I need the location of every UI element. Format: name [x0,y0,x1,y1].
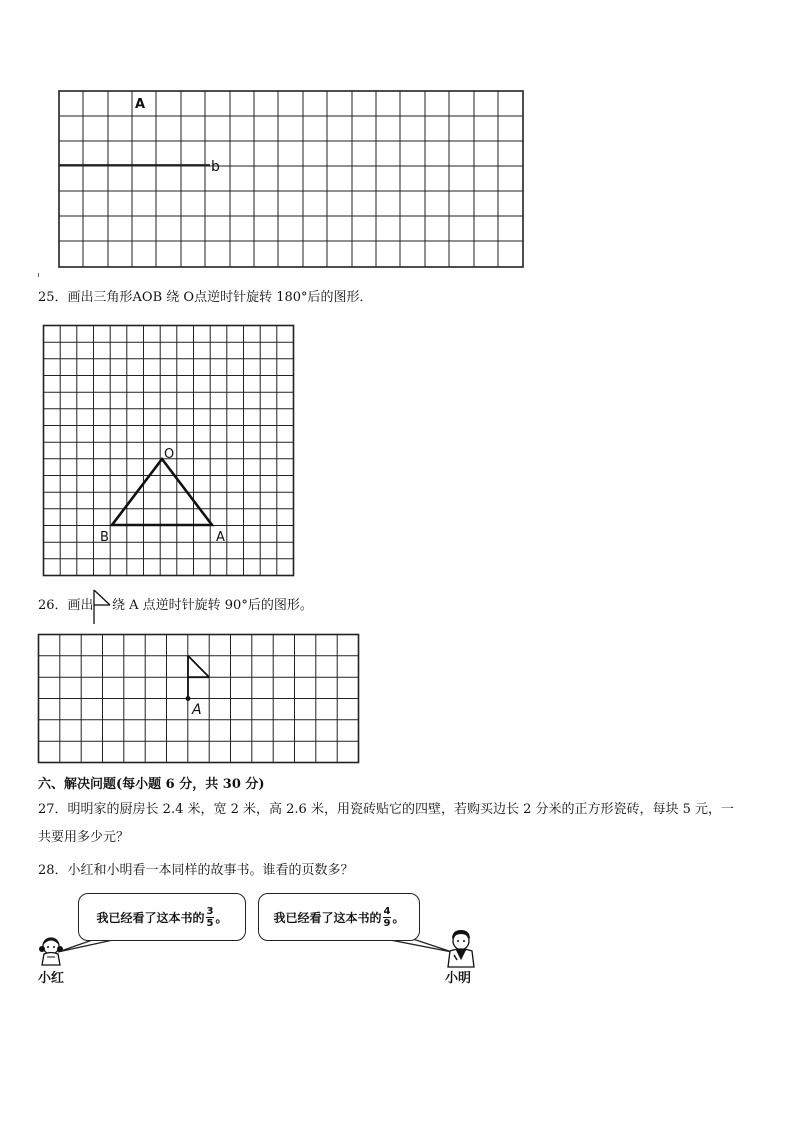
scan-mark [38,273,39,277]
name-xiaoming: 小明 [445,971,472,986]
xiaoming-speech: 我已经看了这本书的 [273,910,382,925]
xiaohong-speech: 我已经看了这本书的 [96,910,205,925]
grid24-label-a: A [135,97,146,112]
xiaohong-end-mark: 。 [215,910,228,925]
section6-title: 六、解决问题(每小题 6 分，共 30 分) [38,777,265,792]
q27-line2: 共要用多少元？ [38,830,130,845]
girl-icon [36,935,70,967]
name-xiaohong: 小红 [38,971,65,986]
q26-label-a: A [192,702,202,718]
q25-label-b: B [100,530,109,545]
grid-q24 [50,85,530,275]
speech-bubble-xiaoming [258,893,420,941]
grid24-label-b: b [211,159,220,175]
xiaoming-end-mark: 。 [392,910,405,925]
grid-q26 [36,632,364,766]
grid-q25 [40,322,300,580]
speech-bubble-xiaohong [78,893,246,941]
q25-label-a: A [216,530,225,545]
point-a [186,696,191,701]
flag-figure [188,656,209,699]
q28-text: 28．小红和小明看一本同样的故事书。谁看的页数多？ [38,863,354,878]
fraction-3-5: $\frac{3}{5}$ [206,905,214,929]
boy-icon [444,929,478,969]
q27-line1: 27．明明家的厨房长 2.4 米，宽 2 米，高 2.6 米，用瓷砖贴它的四壁，若购买边长 2 分米的正方形瓷砖，每块 5 元，一 [38,802,735,817]
q25-text: 25．画出三角形AOB 绕 O点逆时针旋转 180°后的图形． [38,290,373,305]
fraction-4-9: $\frac{4}{9}$ [383,905,391,929]
q26-text-after: 绕 A 点逆时针旋转 90°后的图形。 [112,598,313,613]
q25-label-o: O [164,447,175,462]
q26-text-before: 26．画出 [38,598,94,613]
